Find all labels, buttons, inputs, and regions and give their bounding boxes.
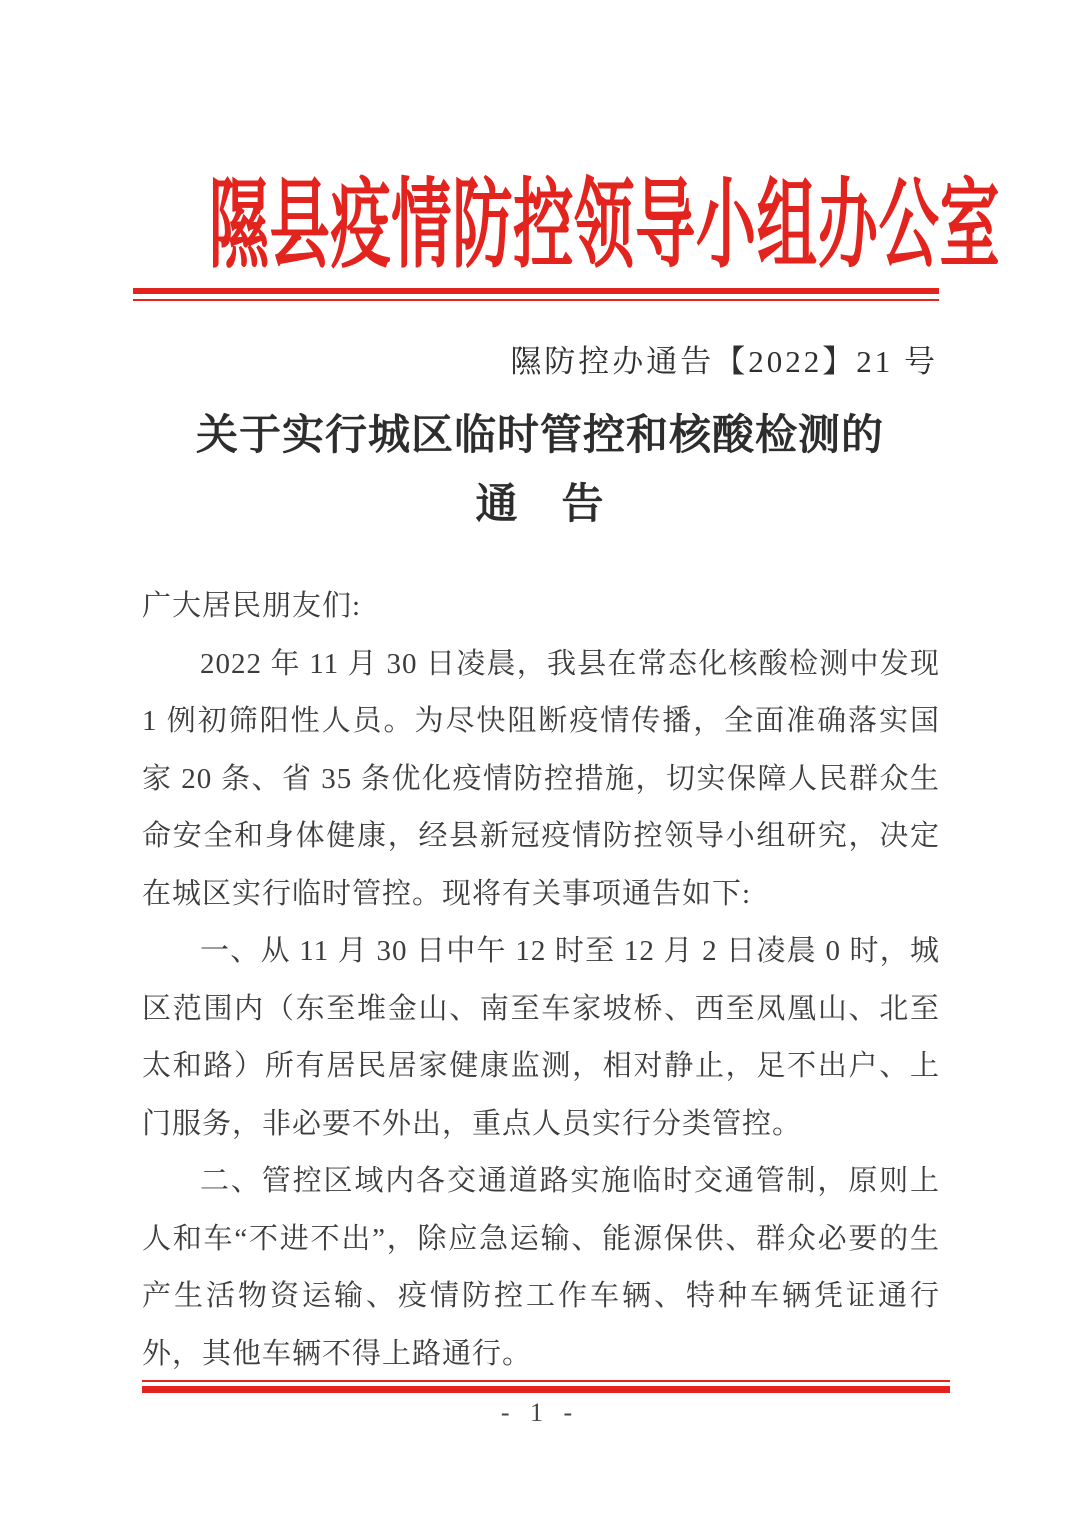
notice-title (0, 402, 1080, 540)
doc-number: 隰防控办通告【2022】21 号 (510, 344, 938, 379)
letterhead-underline-thick (133, 288, 939, 294)
notice-body (142, 578, 940, 1383)
letterhead-title: 隰县疫情防控领导小组办公室 (208, 171, 1001, 280)
letterhead-underline-thin (133, 299, 939, 301)
letterhead (0, 171, 1080, 286)
page-number: - 1 - (500, 1398, 580, 1427)
footer-rule-thin (142, 1380, 950, 1382)
notice-title-line2: 通 告 (475, 482, 605, 528)
footer-rule-thick (142, 1386, 950, 1393)
notice-title-line1: 关于实行城区临时管控和核酸检测的 (195, 413, 884, 459)
paragraph-3: 二、管控区域内各交通道路实施临时交通管制，原则上人和车“不进不出”，除应急运输、能源保供、群众必要的生产生活物资运输、疫情防控工作车辆、特种车辆凭证通行外，其他车辆不得上路通行。 (142, 1165, 940, 1370)
salutation: 广大居民朋友们: (142, 590, 362, 622)
paragraph-1: 2022 年 11 月 30 日凌晨，我县在常态化核酸检测中发现 1 例初筛阳性人员。为尽快阻断疫情传播，全面准确落实国家 20 条、省 35 条优化疫情防控措施，切实保障人民群众生命安全和身体健康，经县新冠疫情防控领导小组研究，决定在城区实行临时管控。现将有关事项通告如下: (142, 647, 940, 910)
paragraph-2: 一、从 11 月 30 日中午 12 时至 12 月 2 日凌晨 0 时，城区范围内（东至堆金山、南至车家坡桥、西至凤凰山、北至太和路）所有居民居家健康监测，相对静止，足不出户、上门服务，非必要不外出，重点人员实行分类管控。 (142, 935, 940, 1140)
